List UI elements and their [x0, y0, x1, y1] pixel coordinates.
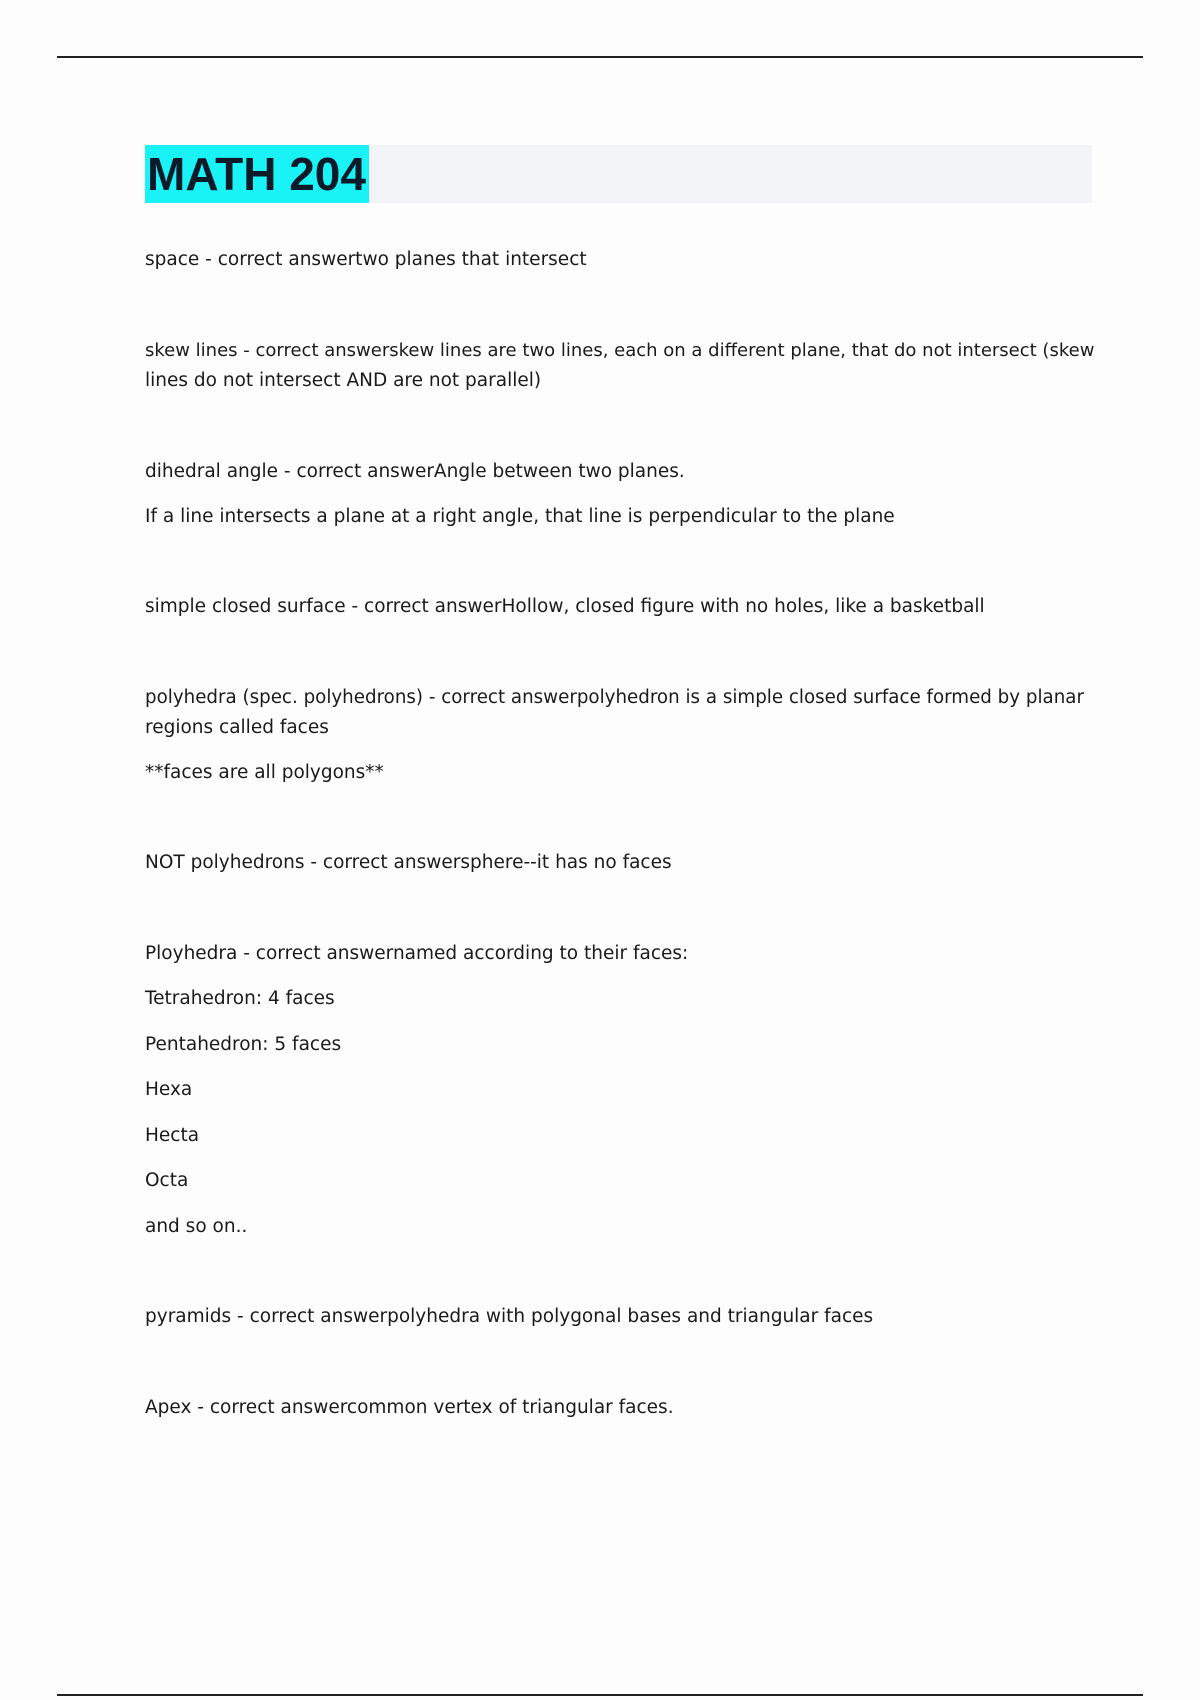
text-line: space - correct answertwo planes that intersect — [145, 249, 587, 270]
text-line: and so on.. — [145, 1216, 248, 1237]
text-line: polyhedra (spec. polyhedrons) - correct answerpolyhedron is a simple closed surface formed by planar — [145, 687, 1084, 708]
text-line: Tetrahedron: 4 faces — [145, 988, 335, 1009]
text-line: Octa — [145, 1170, 189, 1191]
footer-rule — [57, 1694, 1143, 1696]
text-line: skew lines - correct answerskew lines are two lines, each on a different plane, that do not intersect (skew — [145, 340, 1095, 361]
header-rule — [57, 56, 1143, 58]
text-line: Apex - correct answercommon vertex of triangular faces. — [145, 1397, 674, 1418]
text-line: Ployhedra - correct answernamed according to their faces: — [145, 943, 689, 964]
text-line: Hecta — [145, 1125, 200, 1146]
text-line: regions called faces — [145, 717, 329, 738]
text-line: NOT polyhedrons - correct answersphere--it has no faces — [145, 852, 672, 873]
text-line: lines do not intersect AND are not parallel) — [145, 370, 542, 391]
text-line: simple closed surface - correct answerHollow, closed figure with no holes, like a basketball — [145, 596, 985, 617]
text-line: Hexa — [145, 1079, 193, 1100]
text-line: dihedral angle - correct answerAngle between two planes. — [145, 461, 685, 482]
text-line: pyramids - correct answerpolyhedra with polygonal bases and triangular faces — [145, 1306, 874, 1327]
text-line: Pentahedron: 5 faces — [145, 1034, 342, 1055]
page-title: MATH 204 — [145, 145, 369, 203]
text-line: If a line intersects a plane at a right angle, that line is perpendicular to the plane — [145, 506, 895, 527]
text-line: **faces are all polygons** — [145, 762, 384, 783]
